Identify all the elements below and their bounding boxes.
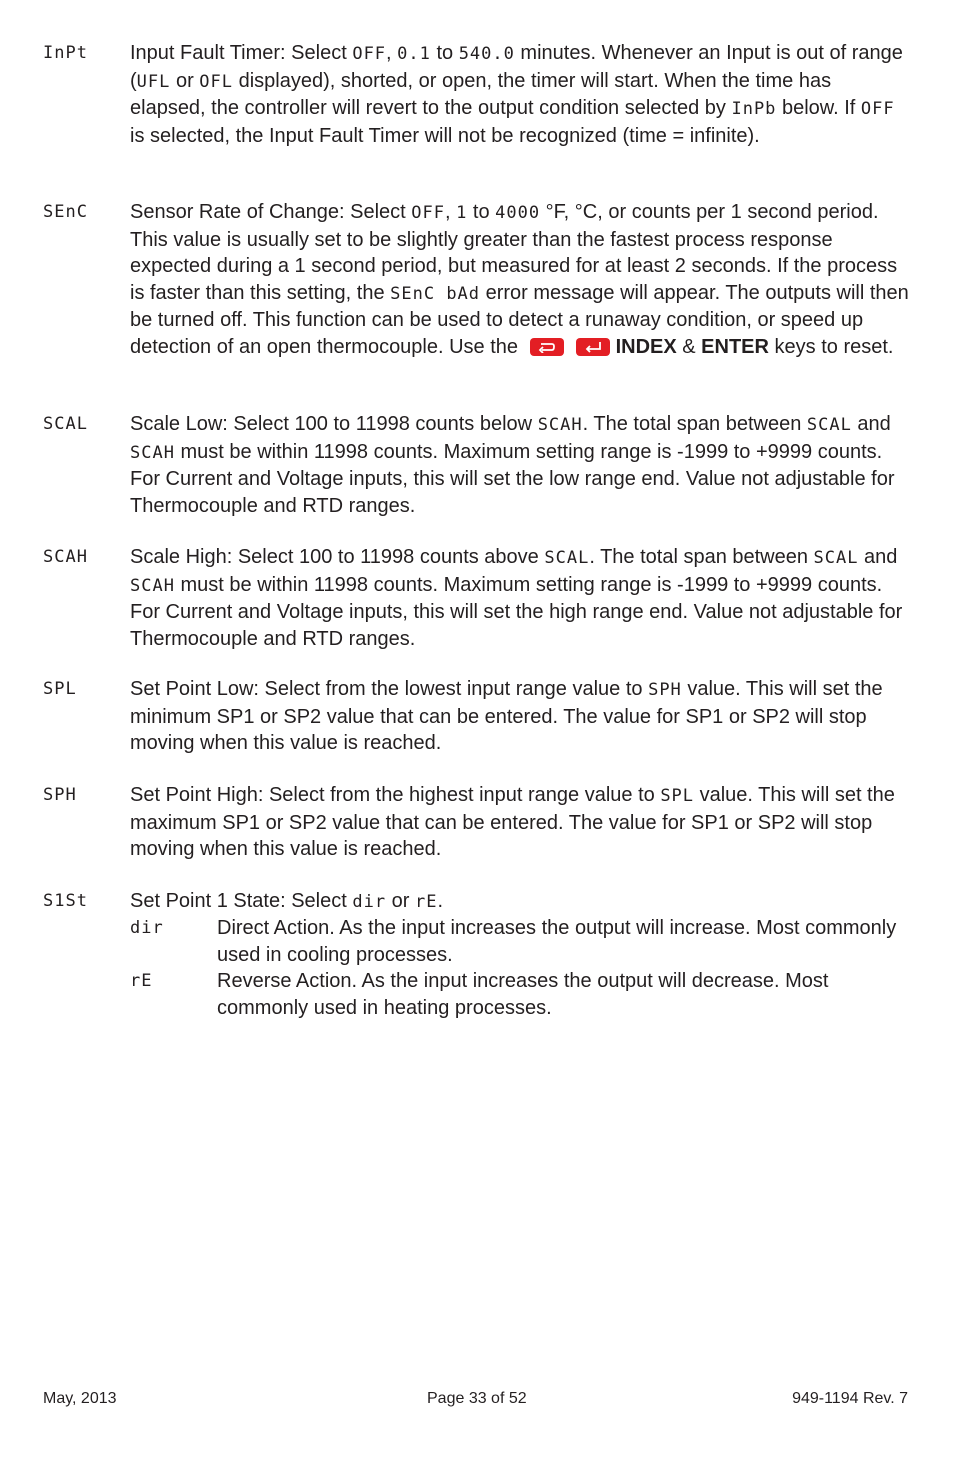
- display-code: OFF: [411, 203, 445, 223]
- param-code: SPH: [43, 785, 77, 805]
- option-description: Reverse Action. As the input increases the output will decrease. Most commonly used in heating processes.: [217, 970, 829, 1019]
- display-code: 1: [456, 203, 468, 223]
- param-description: Input Fault Timer: Select OFF, 0.1 to 540.0 minutes. Whenever an Input is out of range (UFL or OFL displayed), shorted, or open, the timer will start. When the time has elapsed, the controller will revert to the output condition selected by InPb below. If OFF is selected, the Input Fault Timer will not be recognized (time = infinite).: [130, 42, 903, 147]
- display-code: OFF: [860, 99, 895, 119]
- display-code: SCAL: [544, 548, 590, 568]
- option-code: dir: [130, 918, 164, 938]
- param-description: Set Point Low: Select from the lowest input range value to SPH value. This will set the minimum SP1 or SP2 value that can be entered. The value for SP1 or SP2 will stop moving when this value is reached.: [130, 678, 883, 754]
- display-code: SCAH: [537, 415, 583, 435]
- footer-page-number: Page 33 of 52: [427, 1390, 527, 1407]
- param-description: Scale High: Select 100 to 11998 counts above SCAL. The total span between SCAL and SCAH must be within 11998 counts. Maximum setting range is -1999 to +9999 counts. For Current and Voltage inputs, this will set the high range end. Value not adjustable for Thermocouple and RTD ranges.: [130, 546, 903, 650]
- footer-doc-number: 949-1194 Rev. 7: [792, 1390, 908, 1407]
- display-code: 540.0: [458, 44, 515, 64]
- param-code: SPL: [43, 679, 77, 699]
- display-code: SPH: [648, 680, 682, 700]
- display-code: SCAL: [806, 415, 852, 435]
- enter-key-icon: [576, 338, 610, 356]
- param-description: Set Point 1 State: Select dir or rE.: [130, 890, 444, 912]
- param-description: Sensor Rate of Change: Select OFF, 1 to 4000 °F, °C, or counts per 1 second period. This value is usually set to be slightly greater than the fastest process response expected during a 1 second period, but measured for at least 2 seconds. If the process is faster than this setting, the SEnC bAd error message will appear. The outputs will then be turned off. This function can be used to detect a runaway condition, or speed up detection of an open thermocouple. Use the INDEX & ENTER keys to reset.: [130, 201, 909, 358]
- display-code: SCAL: [813, 548, 859, 568]
- display-code: 0.1: [397, 44, 431, 64]
- param-code: SCAL: [43, 414, 88, 434]
- display-code: SCAH: [130, 442, 175, 463]
- param-description: Scale Low: Select 100 to 11998 counts below SCAH. The total span between SCAL and SCAH must be within 11998 counts. Maximum setting range is -1999 to +9999 counts. For Current and Voltage inputs, this will set the low range end. Value not adjustable for Thermocouple and RTD ranges.: [130, 413, 895, 517]
- option-description: Direct Action. As the input increases the output will increase. Most commonly used in cooling processes.: [217, 917, 897, 966]
- display-code: rE: [414, 892, 438, 912]
- display-code: SCAH: [130, 575, 175, 596]
- param-code: S1St: [43, 891, 88, 911]
- display-code: SPL: [660, 786, 695, 806]
- display-code: InPb: [731, 99, 777, 119]
- index-key-label: INDEX: [615, 335, 677, 358]
- display-code: OFF: [352, 44, 387, 64]
- display-code: 4000: [495, 203, 541, 223]
- option-code: rE: [130, 971, 153, 991]
- display-code: UFL: [136, 71, 171, 92]
- footer-date: May, 2013: [43, 1390, 117, 1407]
- param-description: Set Point High: Select from the highest input range value to SPL value. This will set the maximum SP1 or SP2 value that can be entered. The value for SP1 or SP2 will stop moving when this value is reached.: [130, 784, 895, 860]
- index-key-icon: [530, 338, 564, 356]
- param-code: SEnC: [43, 202, 88, 222]
- param-code: SCAH: [43, 547, 88, 567]
- display-code: OFL: [199, 71, 234, 92]
- param-code: InPt: [43, 43, 88, 63]
- enter-key-label: ENTER: [701, 335, 769, 358]
- display-code: dir: [352, 892, 387, 912]
- display-code: SEnC bAd: [390, 283, 481, 304]
